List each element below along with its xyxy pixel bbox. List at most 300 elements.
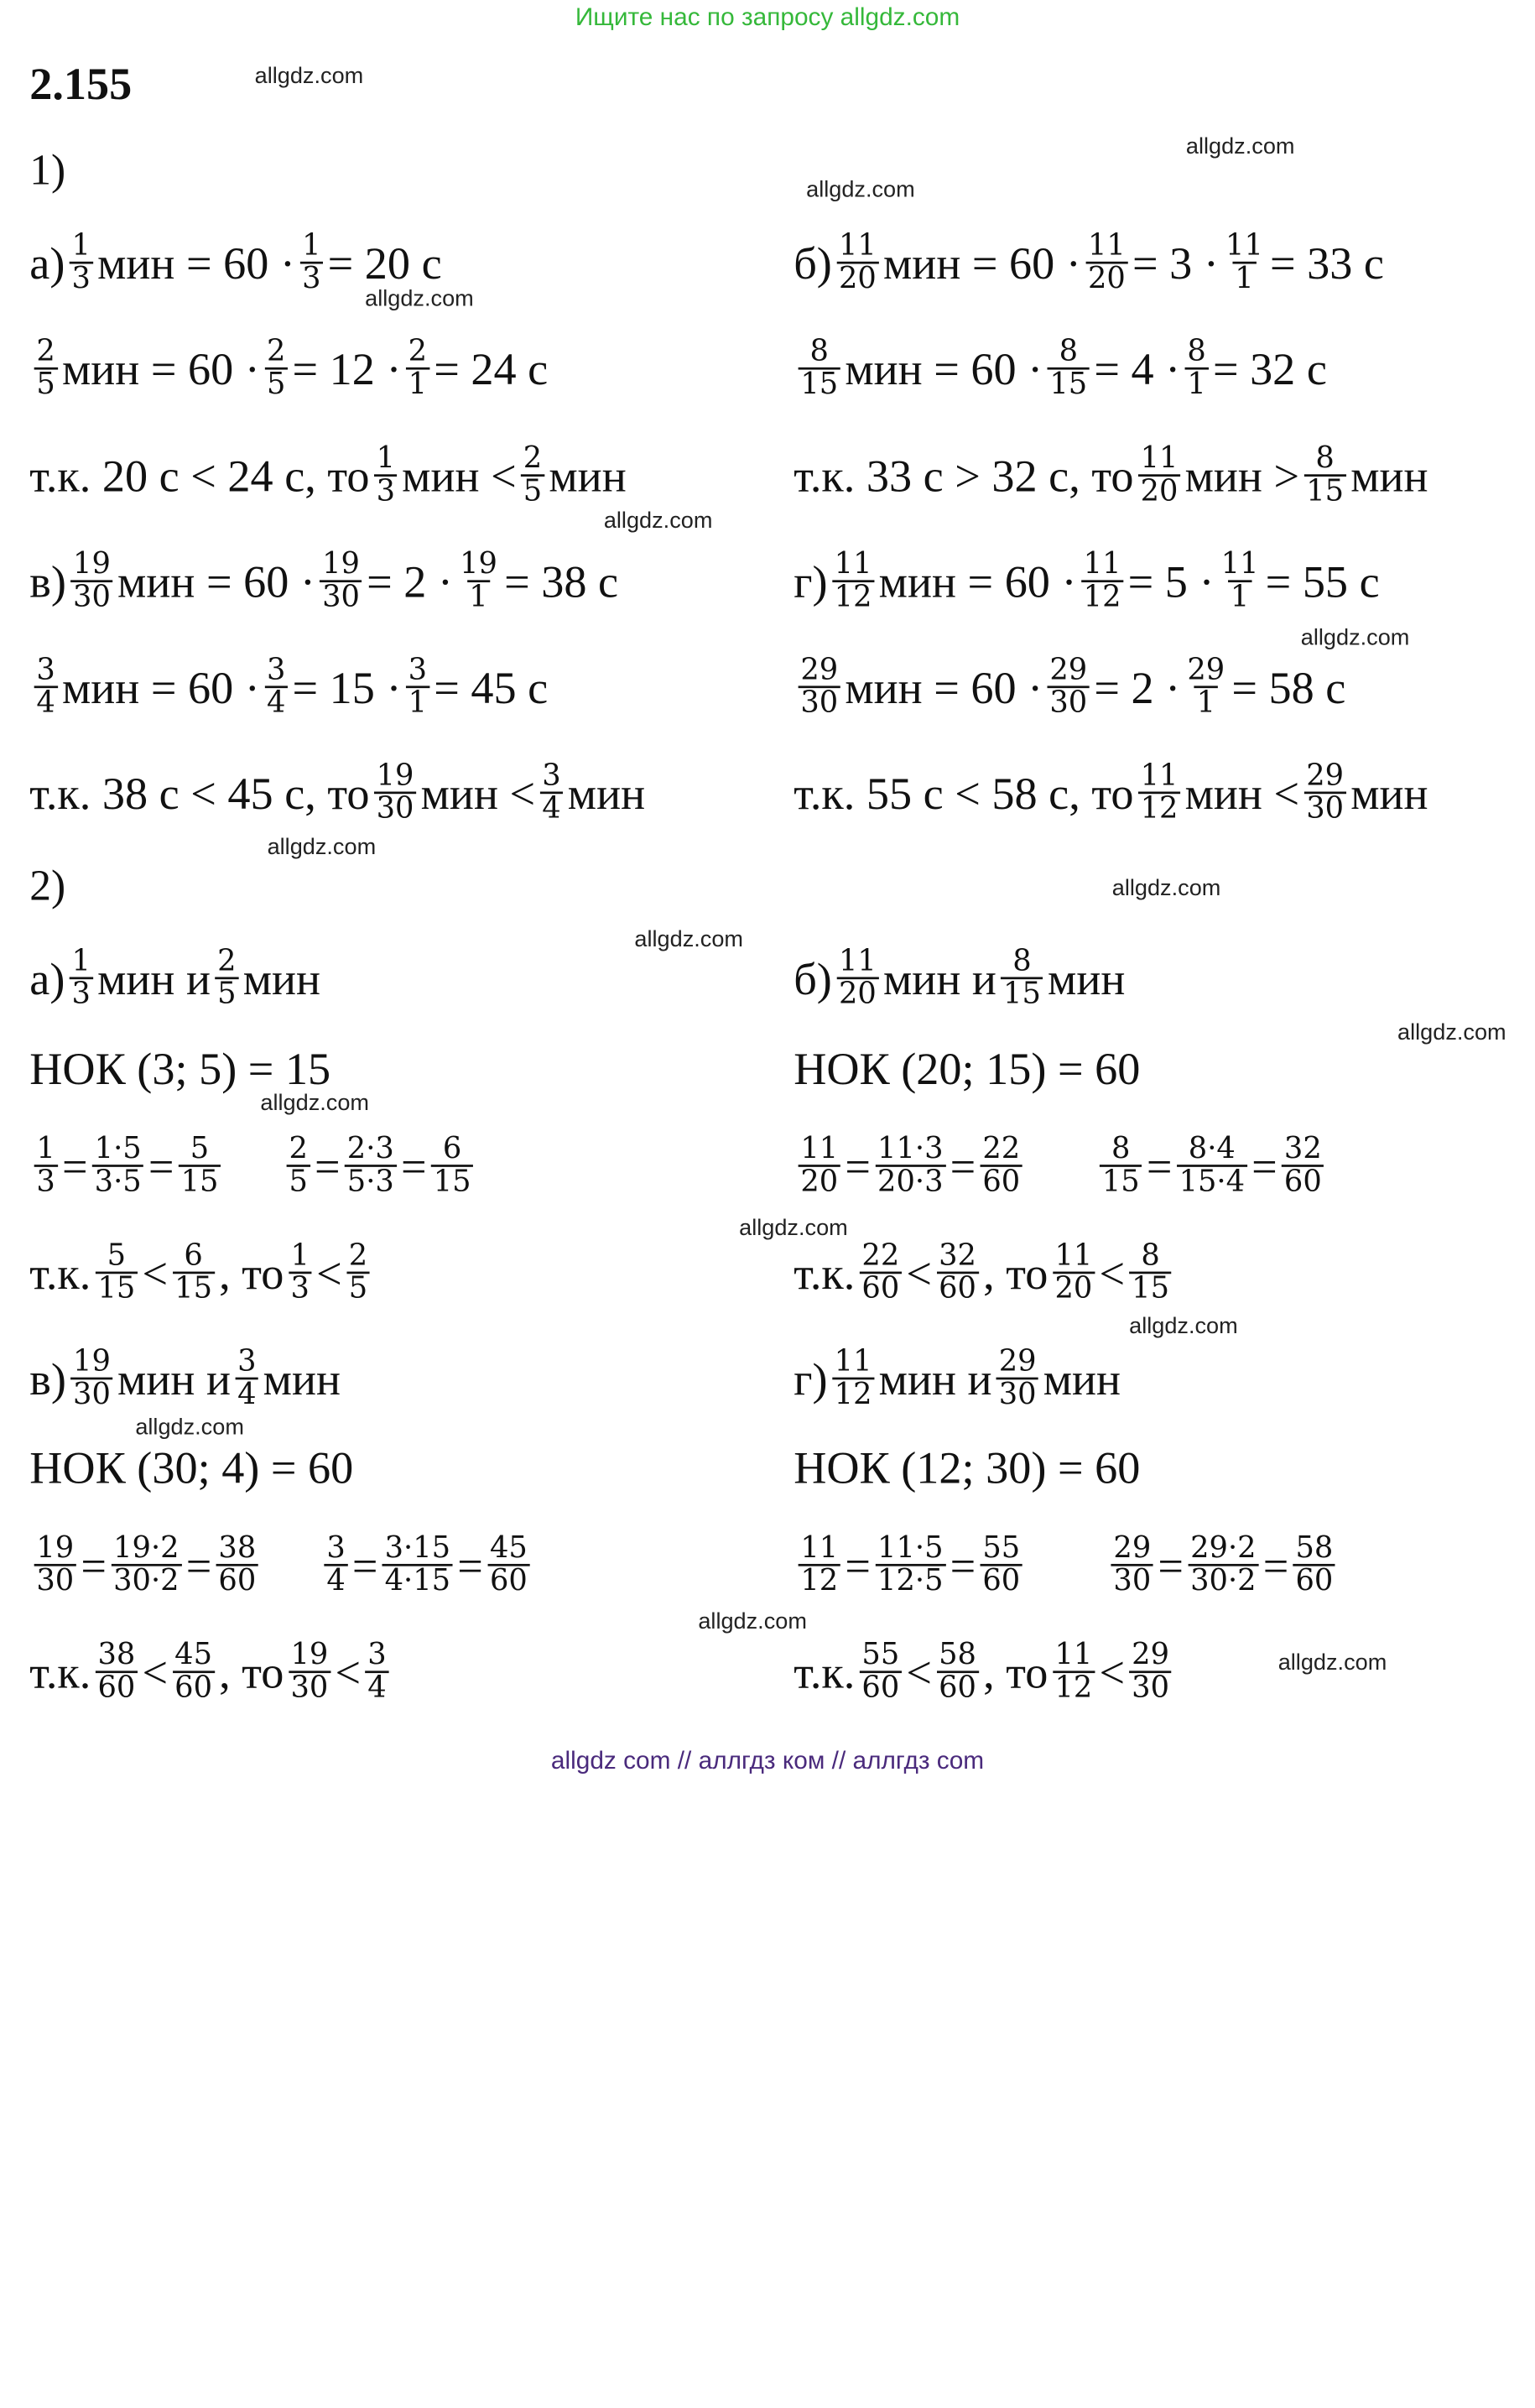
- denominator: 5: [215, 977, 238, 1010]
- numerator: 29: [1132, 1637, 1170, 1672]
- numerator: 2: [289, 1131, 308, 1166]
- watermark: allgdz.com: [1277, 1650, 1387, 1676]
- fraction: [799, 654, 840, 719]
- equals: =: [148, 1139, 174, 1191]
- fraction: [111, 1530, 181, 1598]
- part2-b-nok: НОК (20; 15) = 60: [794, 1043, 1141, 1095]
- numerator: 38: [97, 1637, 136, 1672]
- numerator: 1: [302, 228, 321, 263]
- part2-a-nok: НОК (3; 5) = 15: [29, 1043, 331, 1095]
- less-than: <: [142, 1646, 169, 1698]
- numerator: 55: [982, 1530, 1021, 1565]
- bottom-banner: allgdz com // аллгдз ком // аллгдз com: [550, 1745, 985, 1775]
- fraction: [1185, 336, 1209, 401]
- denominator: 30·2: [111, 1564, 181, 1598]
- denominator: 60: [860, 1272, 902, 1306]
- denominator: 1: [406, 685, 429, 719]
- numerator: 11: [1083, 546, 1121, 581]
- fraction: [981, 1131, 1022, 1199]
- fraction: [1293, 1530, 1335, 1598]
- part2-a-cmp: [29, 1216, 374, 1330]
- numerator: 2: [523, 440, 543, 476]
- denominator: 30: [1111, 1564, 1153, 1598]
- denominator: 4: [366, 1670, 389, 1704]
- text: мин и: [97, 952, 211, 1004]
- item-label: в): [29, 555, 66, 607]
- denominator: 30: [996, 1378, 1038, 1411]
- text: мин = 60 ·: [61, 661, 260, 713]
- text: = 12 ·: [292, 342, 402, 394]
- denominator: 5: [346, 1272, 370, 1306]
- denominator: 3: [289, 1272, 312, 1306]
- fraction: [1188, 1530, 1258, 1598]
- text: мин: [1048, 952, 1126, 1004]
- text: т.к. 55 с < 58 с, то: [794, 767, 1134, 819]
- denominator: 15: [1048, 367, 1090, 401]
- text: т.к. 20 с < 24 с, то: [29, 450, 370, 502]
- fraction: [799, 1131, 840, 1199]
- watermark: allgdz.com: [267, 835, 377, 860]
- part2-b-cmp: [794, 1216, 1176, 1330]
- fraction: [289, 1639, 330, 1704]
- numerator: 2: [217, 943, 237, 978]
- fraction: [1111, 1530, 1153, 1598]
- watermark: allgdz.com: [1300, 625, 1410, 651]
- text: = 15 ·: [292, 661, 402, 713]
- watermark: allgdz.com: [739, 1216, 848, 1241]
- item-label: в): [29, 1353, 66, 1405]
- numerator: 19: [290, 1637, 329, 1672]
- denominator: 4: [540, 791, 564, 825]
- fraction: [1100, 1131, 1142, 1199]
- equals: =: [351, 1539, 378, 1591]
- numerator: 11·5: [877, 1530, 944, 1565]
- part2-a-line1: [29, 921, 320, 1035]
- fraction: [34, 1530, 76, 1598]
- text: = 24 с: [434, 342, 549, 394]
- denominator: 15: [799, 367, 840, 401]
- fraction: [1138, 760, 1180, 825]
- fraction: [382, 1530, 453, 1598]
- text: = 38 с: [504, 555, 619, 607]
- numerator: 29: [1113, 1530, 1152, 1565]
- numerator: 2: [266, 334, 286, 368]
- fraction: [1223, 228, 1265, 296]
- denominator: 20: [836, 977, 878, 1010]
- numerator: 22: [861, 1238, 900, 1273]
- fraction: [1081, 546, 1123, 615]
- fraction: [875, 1530, 945, 1598]
- numerator: 45: [174, 1637, 213, 1672]
- part1-a-line3: [29, 419, 626, 533]
- text: мин = 60 ·: [882, 237, 1081, 289]
- numerator: 5: [107, 1238, 127, 1273]
- watermark: allgdz.com: [806, 177, 915, 203]
- numerator: 2: [348, 1238, 368, 1273]
- fraction: [860, 1238, 902, 1306]
- numerator: 29: [1049, 652, 1088, 687]
- fraction: [179, 1131, 221, 1199]
- denominator: 3: [70, 977, 93, 1010]
- numerator: 1: [71, 943, 91, 978]
- denominator: 15: [1303, 474, 1345, 508]
- numerator: 29: [1187, 652, 1225, 687]
- fraction: [431, 1131, 473, 1199]
- text: = 45 с: [434, 661, 549, 713]
- fraction: [1129, 1238, 1171, 1306]
- text: мин: [263, 1353, 341, 1405]
- watermark: allgdz.com: [1129, 1313, 1238, 1339]
- fraction: [406, 336, 429, 401]
- numerator: 1: [71, 228, 91, 263]
- text: = 32 с: [1212, 342, 1327, 394]
- denominator: 3: [70, 262, 93, 295]
- part1-v-line1: [29, 524, 618, 638]
- equals: =: [61, 1139, 88, 1191]
- part1-a-line1: [29, 206, 441, 320]
- numerator: 19·2: [113, 1530, 180, 1565]
- numerator: 58: [1295, 1530, 1334, 1565]
- fraction: [799, 336, 840, 401]
- fraction: [70, 943, 93, 1012]
- part2-v-eq: [29, 1509, 534, 1623]
- part2-g-line1: [794, 1321, 1121, 1436]
- denominator: 60: [1293, 1564, 1335, 1598]
- numerator: 3: [237, 1343, 257, 1379]
- less-than: <: [142, 1247, 169, 1299]
- fraction: [366, 1639, 389, 1704]
- part2-g-nok: НОК (12; 30) = 60: [794, 1441, 1141, 1493]
- fraction: [345, 1131, 396, 1199]
- numerator: 29·2: [1190, 1530, 1257, 1565]
- text: , то: [219, 1646, 284, 1698]
- fraction: [1219, 546, 1261, 615]
- numerator: 19: [460, 546, 497, 581]
- part1-v-line2: [29, 630, 548, 744]
- equals: =: [845, 1539, 871, 1591]
- text: мин: [1350, 450, 1428, 502]
- denominator: 30: [70, 1378, 112, 1411]
- denominator: 30·2: [1188, 1564, 1258, 1598]
- numerator: 6: [442, 1131, 462, 1166]
- watermark: allgdz.com: [1185, 133, 1295, 159]
- denominator: 60: [487, 1564, 529, 1598]
- text: = 2 ·: [1094, 661, 1181, 713]
- numerator: 19: [36, 1530, 75, 1565]
- fraction: [836, 943, 878, 1012]
- numerator: 8: [809, 334, 829, 368]
- denominator: 4: [34, 685, 58, 719]
- fraction: [320, 546, 362, 615]
- numerator: 8·4: [1188, 1131, 1236, 1166]
- numerator: 29: [1306, 758, 1345, 793]
- fraction: [1185, 654, 1227, 719]
- denominator: 1: [1194, 685, 1218, 719]
- denominator: 4: [264, 685, 288, 719]
- watermark: allgdz.com: [135, 1415, 244, 1441]
- denominator: 15: [96, 1272, 138, 1306]
- text: мин = 60 ·: [117, 555, 315, 607]
- fraction: [70, 228, 93, 296]
- numerator: 32: [939, 1238, 976, 1273]
- denominator: 1: [467, 580, 491, 613]
- denominator: 4·15: [382, 1564, 453, 1598]
- fraction: [1085, 228, 1127, 296]
- numerator: 38: [218, 1530, 257, 1565]
- denominator: 30: [70, 580, 112, 613]
- denominator: 3: [34, 1165, 58, 1198]
- numerator: 2: [36, 334, 55, 368]
- denominator: 1: [1233, 262, 1257, 295]
- denominator: 1: [1185, 367, 1209, 401]
- numerator: 8: [1012, 943, 1032, 978]
- fraction: [1177, 1131, 1247, 1199]
- numerator: 8: [1315, 440, 1335, 476]
- numerator: 5: [190, 1131, 210, 1166]
- numerator: 11: [800, 1131, 839, 1166]
- watermark: allgdz.com: [254, 63, 364, 89]
- text: = 55 с: [1265, 555, 1380, 607]
- fraction: [457, 546, 499, 615]
- fraction: [374, 760, 416, 825]
- numerator: 2: [408, 334, 428, 368]
- text: мин и: [117, 1353, 231, 1405]
- numerator: 2·3: [346, 1131, 394, 1166]
- denominator: 12·5: [875, 1564, 945, 1598]
- equals: =: [950, 1139, 976, 1191]
- watermark: allgdz.com: [634, 926, 744, 952]
- item-label: а): [29, 237, 65, 289]
- fraction: [235, 1343, 258, 1412]
- equals: =: [81, 1539, 107, 1591]
- denominator: 12: [799, 1564, 840, 1598]
- numerator: 19: [376, 758, 414, 793]
- less-than: <: [1099, 1646, 1126, 1698]
- part2-v-cmp: [29, 1615, 393, 1729]
- numerator: 8: [1111, 1131, 1131, 1166]
- problem-number: 2.155: [29, 58, 133, 110]
- fraction: [860, 1639, 902, 1704]
- fraction: [216, 1530, 258, 1598]
- text: мин и: [882, 952, 996, 1004]
- text: мин >: [1184, 450, 1300, 502]
- fraction: [346, 1238, 370, 1306]
- denominator: 5·3: [345, 1165, 396, 1198]
- text: т.к.: [794, 1646, 856, 1698]
- equals: =: [950, 1539, 976, 1591]
- text: = 2 ·: [367, 555, 453, 607]
- item-label: г): [794, 1353, 828, 1405]
- text: мин <: [420, 767, 536, 819]
- part2-v-nok: НОК (30; 4) = 60: [29, 1441, 354, 1493]
- fraction: [215, 943, 238, 1012]
- numerator: 1: [376, 440, 396, 476]
- fraction: [521, 440, 544, 508]
- denominator: 20: [799, 1165, 840, 1198]
- fraction: [289, 1238, 312, 1306]
- denominator: 30: [1129, 1670, 1171, 1704]
- less-than: <: [906, 1247, 932, 1299]
- equals: =: [400, 1139, 427, 1191]
- numerator: 11: [838, 228, 877, 263]
- text: мин = 60 ·: [845, 661, 1043, 713]
- fraction: [70, 546, 112, 615]
- fraction: [1303, 760, 1345, 825]
- denominator: 60: [172, 1670, 214, 1704]
- item-label: б): [794, 237, 832, 289]
- part2-v-line1: [29, 1321, 341, 1436]
- fraction: [1129, 1639, 1171, 1704]
- text: мин = 60 ·: [845, 342, 1043, 394]
- text: = 4 ·: [1094, 342, 1181, 394]
- equals: =: [1146, 1139, 1173, 1191]
- part1-a-line2: [29, 311, 548, 425]
- numerator: 3: [266, 652, 286, 687]
- numerator: 11: [1220, 546, 1259, 581]
- denominator: 60: [860, 1670, 902, 1704]
- denominator: 30: [34, 1564, 76, 1598]
- item-label: г): [794, 555, 828, 607]
- denominator: 12: [832, 1378, 874, 1411]
- denominator: 1: [1228, 580, 1251, 613]
- denominator: 15: [1001, 977, 1043, 1010]
- text: т.к.: [794, 1247, 856, 1299]
- fraction: [1053, 1639, 1095, 1704]
- denominator: 20: [1053, 1272, 1095, 1306]
- fraction: [264, 654, 288, 719]
- fraction: [70, 1343, 112, 1412]
- text: = 33 с: [1270, 237, 1384, 289]
- denominator: 3·5: [92, 1165, 143, 1198]
- text: мин = 60 ·: [61, 342, 260, 394]
- numerator: 11: [800, 1530, 839, 1565]
- numerator: 19: [322, 546, 360, 581]
- item-label: б): [794, 952, 832, 1004]
- numerator: 8: [1187, 334, 1206, 368]
- equals: =: [1251, 1139, 1277, 1191]
- numerator: 11: [1225, 228, 1263, 263]
- numerator: 3: [408, 652, 428, 687]
- part2-label: 2): [29, 862, 66, 910]
- denominator: 30: [1048, 685, 1090, 719]
- numerator: 3: [36, 652, 55, 687]
- watermark: allgdz.com: [603, 508, 713, 534]
- watermark: allgdz.com: [1111, 875, 1221, 901]
- part2-g-eq: [794, 1509, 1340, 1623]
- item-label: а): [29, 952, 65, 1004]
- part2-a-eq: [29, 1109, 477, 1223]
- text: = 3 ·: [1132, 237, 1219, 289]
- fraction: [34, 654, 58, 719]
- fraction: [1303, 440, 1345, 508]
- denominator: 4: [235, 1378, 258, 1411]
- fraction: [172, 1639, 214, 1704]
- fraction: [299, 228, 323, 296]
- denominator: 20: [1085, 262, 1127, 295]
- numerator: 6: [184, 1238, 203, 1273]
- denominator: 60: [981, 1165, 1022, 1198]
- denominator: 30: [320, 580, 362, 613]
- denominator: 30: [289, 1670, 330, 1704]
- fraction: [325, 1530, 348, 1598]
- text: т.к. 38 с < 45 с, то: [29, 767, 370, 819]
- fraction: [1138, 440, 1180, 508]
- part1-g-line3: [794, 736, 1428, 850]
- denominator: 30: [799, 685, 840, 719]
- denominator: 15: [172, 1272, 214, 1306]
- numerator: 1·5: [94, 1131, 142, 1166]
- part1-v-line3: [29, 736, 645, 850]
- numerator: 1: [290, 1238, 310, 1273]
- fraction: [936, 1238, 978, 1306]
- denominator: 12: [832, 580, 874, 613]
- numerator: 11: [1140, 758, 1179, 793]
- fraction: [996, 1343, 1038, 1412]
- numerator: 11: [834, 546, 872, 581]
- text: мин: [1350, 767, 1428, 819]
- text: т.к.: [29, 1646, 91, 1698]
- denominator: 12: [1081, 580, 1123, 613]
- text: мин <: [402, 450, 517, 502]
- numerator: 19: [73, 546, 111, 581]
- part2-b-eq: [794, 1109, 1329, 1223]
- numerator: 3·15: [384, 1530, 451, 1565]
- text: мин = 60 ·: [878, 555, 1077, 607]
- numerator: 11: [1088, 228, 1126, 263]
- equals: =: [457, 1539, 483, 1591]
- equals: =: [845, 1139, 871, 1191]
- less-than: <: [1099, 1247, 1126, 1299]
- fraction: [1048, 336, 1090, 401]
- text: , то: [983, 1646, 1048, 1698]
- fraction: [540, 760, 564, 825]
- numerator: 3: [367, 1637, 387, 1672]
- fraction: [836, 228, 878, 296]
- fraction: [34, 336, 58, 401]
- fraction: [981, 1530, 1022, 1598]
- numerator: 19: [73, 1343, 111, 1379]
- fraction: [936, 1639, 978, 1704]
- denominator: 15: [1129, 1272, 1171, 1306]
- denominator: 60: [936, 1670, 978, 1704]
- numerator: 11·3: [877, 1131, 944, 1166]
- part1-b-line3: [794, 419, 1428, 533]
- text: , то: [219, 1247, 284, 1299]
- numerator: 29: [998, 1343, 1037, 1379]
- text: мин: [242, 952, 321, 1004]
- text: = 58 с: [1231, 661, 1346, 713]
- fraction: [34, 1131, 58, 1199]
- equals: =: [1262, 1539, 1289, 1591]
- fraction: [1053, 1238, 1095, 1306]
- denominator: 15: [179, 1165, 221, 1198]
- less-than: <: [316, 1247, 342, 1299]
- text: мин и: [878, 1353, 992, 1405]
- watermark: allgdz.com: [365, 286, 474, 312]
- denominator: 60: [936, 1272, 978, 1306]
- equals: =: [1158, 1539, 1184, 1591]
- fraction: [96, 1639, 138, 1704]
- text: т.к. 33 с > 32 с, то: [794, 450, 1134, 502]
- text: = 20 с: [327, 237, 442, 289]
- numerator: 8: [1059, 334, 1079, 368]
- numerator: 32: [1283, 1131, 1322, 1166]
- text: , то: [983, 1247, 1048, 1299]
- part1-label: 1): [29, 146, 66, 195]
- numerator: 8: [1141, 1238, 1160, 1273]
- part2-b-line1: [794, 921, 1125, 1035]
- denominator: 5: [287, 1165, 310, 1198]
